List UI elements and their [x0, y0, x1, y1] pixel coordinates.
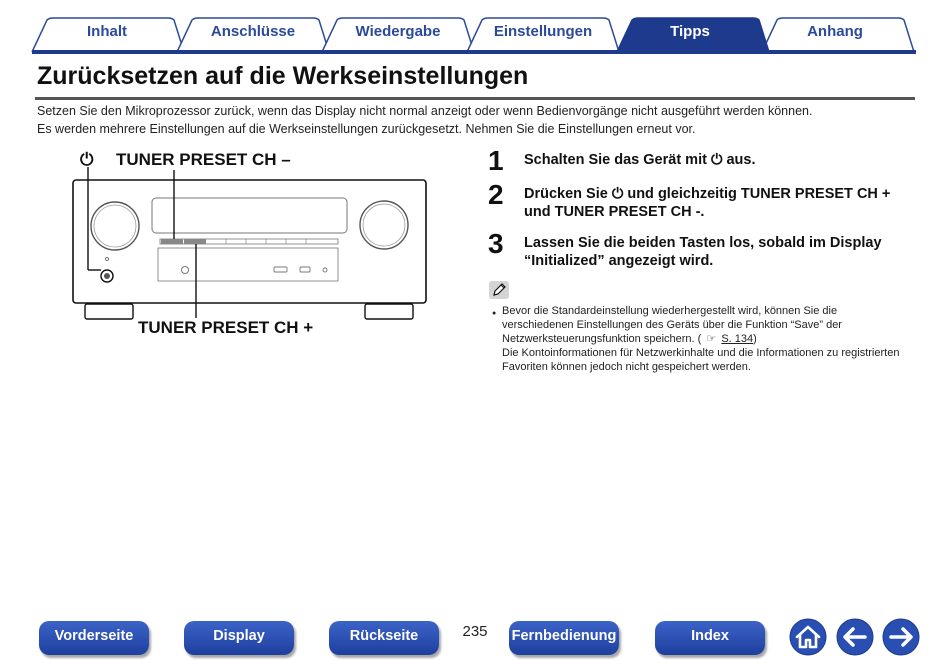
- home-button-shape: [789, 618, 827, 656]
- receiver-foot-right: [365, 304, 413, 319]
- source-knob: [91, 202, 139, 250]
- tab-wiedergabe[interactable]: Wiedergabe: [355, 23, 441, 40]
- tuner-preset-minus-key: [161, 239, 183, 244]
- note-line: Favoriten können jedoch nicht gespeichert werden.: [502, 361, 751, 373]
- rueckseite-button[interactable]: Rückseite: [329, 621, 439, 655]
- tab-anhang[interactable]: Anhang: [807, 23, 863, 40]
- tab-baseline: [32, 50, 916, 54]
- step-text: [524, 185, 914, 221]
- ref-close-paren: ): [753, 333, 757, 345]
- power-button-center: [104, 273, 110, 279]
- receiver-front-panel-figure: [60, 145, 450, 345]
- label-tuner-preset-plus: TUNER PRESET CH +: [138, 318, 314, 337]
- note-line: Die Kontoinformationen für Netzwerkinhalte und die Informationen zu registrierten: [502, 347, 900, 359]
- step-text: [524, 234, 914, 270]
- arrow-right-icon[interactable]: [882, 618, 920, 656]
- receiver-foot-left: [85, 304, 133, 319]
- step-text-line: Schalten Sie das Gerät mit ⏻ aus.: [524, 152, 756, 168]
- tab-inhalt[interactable]: Inhalt: [87, 23, 127, 40]
- step-text-line: Lassen Sie die beiden Tasten los, sobald im Display: [524, 235, 882, 251]
- home-icon[interactable]: [789, 618, 827, 656]
- step-text-line: Drücken Sie ⏻ und gleichzeitig TUNER PRESET CH +: [524, 186, 891, 202]
- vorderseite-button[interactable]: Vorderseite: [39, 621, 149, 655]
- step-number: 3: [488, 228, 504, 259]
- arrow-left-icon[interactable]: [836, 618, 874, 656]
- fernbedienung-button[interactable]: Fernbedienung: [509, 621, 619, 655]
- step-text: [524, 151, 914, 169]
- display-window: [152, 198, 347, 233]
- pencil-icon: [489, 281, 509, 299]
- note-line-with-ref: [502, 332, 757, 346]
- note-bullet: ●: [492, 310, 497, 317]
- tab-einstellungen[interactable]: Einstellungen: [493, 23, 593, 40]
- pointing-hand-icon: ☞: [706, 333, 717, 345]
- receiver-drawing: [60, 145, 450, 345]
- page-title: Zurücksetzen auf die Werkseinstellungen: [37, 62, 529, 90]
- chapter-tabs: [0, 0, 950, 56]
- volume-knob: [360, 201, 408, 249]
- step-number: 1: [488, 145, 504, 176]
- index-button[interactable]: Index: [655, 621, 765, 655]
- step-number: 2: [488, 179, 504, 210]
- pencil-icon-shape: [489, 281, 509, 299]
- tab-anschluesse[interactable]: Anschlüsse: [210, 23, 296, 40]
- title-divider: [35, 97, 915, 100]
- tab-tipps[interactable]: Tipps: [670, 23, 710, 40]
- back-button-shape: [836, 618, 874, 656]
- forward-button-shape: [882, 618, 920, 656]
- display-button[interactable]: Display: [184, 621, 294, 655]
- step-text-line: und TUNER PRESET CH -.: [524, 204, 705, 220]
- step-text-line: “Initialized” angezeigt wird.: [524, 253, 714, 269]
- tuner-preset-plus-key: [184, 239, 206, 244]
- note-line: Netzwerksteuerungsfunktion speichern. (: [502, 333, 702, 345]
- note-line: Bevor die Standardeinstellung wiederhergestellt wird, können Sie die: [502, 305, 838, 317]
- note-line: verschiedenen Einstellungen des Geräts über die Funktion “Save” der: [502, 319, 842, 331]
- page-reference-link[interactable]: S. 134: [721, 333, 754, 345]
- intro-line-2: Es werden mehrere Einstellungen auf die Werkseinstellungen zurückgesetzt. Nehmen Sie die Einstellungen erneut vor.: [37, 122, 696, 136]
- power-icon: ⏻: [80, 150, 94, 169]
- page-number: 235: [462, 623, 488, 640]
- lower-panel: [158, 248, 338, 281]
- intro-line-1: Setzen Sie den Mikroprozessor zurück, wenn das Display nicht normal anzeigt oder wenn Bedienvorgänge nicht ausgeführt werden können.: [37, 104, 813, 118]
- label-tuner-preset-minus: TUNER PRESET CH –: [116, 150, 291, 169]
